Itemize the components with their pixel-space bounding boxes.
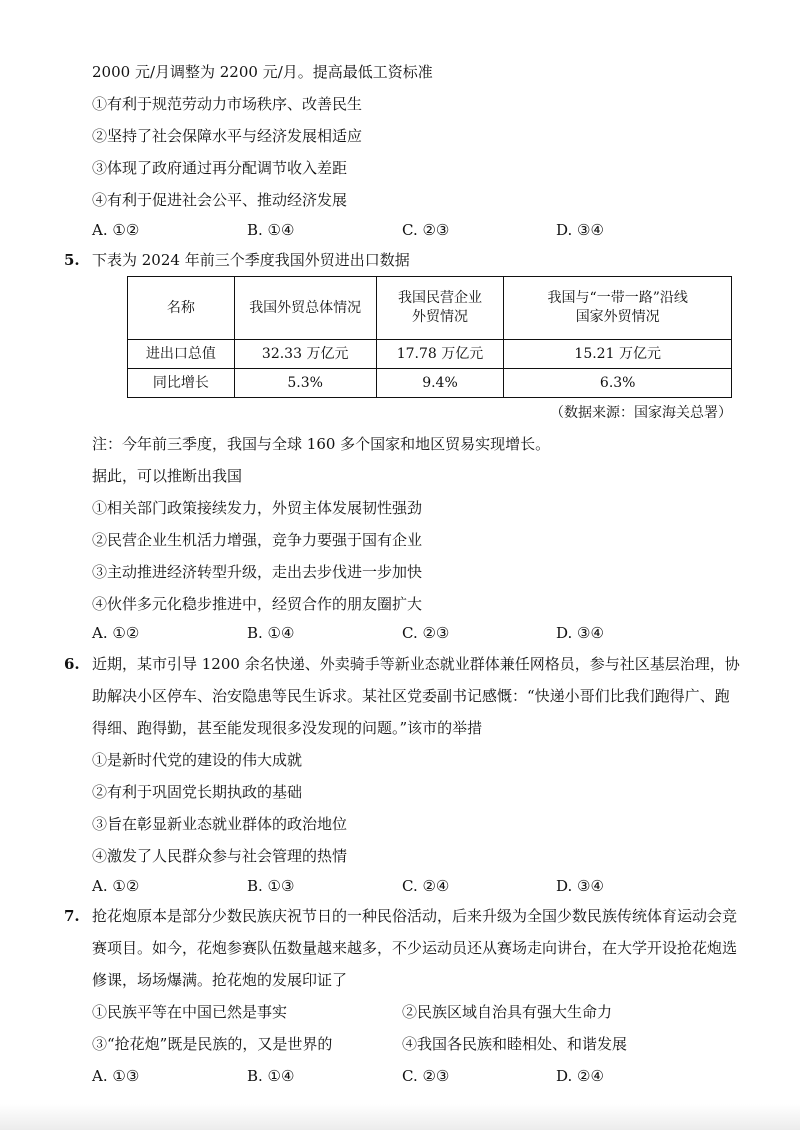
q6-stem-line-1: 近期，某市引导 1200 余名快递、外卖骑手等新业态就业群体兼任网格员，参与社区基层治理，协 bbox=[92, 655, 740, 673]
table-cell: 同比增长 bbox=[128, 369, 235, 398]
q4-option-c: C. ②③ bbox=[402, 221, 450, 239]
table-cell: 9.4% bbox=[376, 369, 504, 398]
q4-option-b: B. ①④ bbox=[247, 221, 295, 239]
q4-statement-2: ②坚持了社会保障水平与经济发展相适应 bbox=[92, 127, 363, 145]
table-cell: 5.3% bbox=[234, 369, 376, 398]
q6-option-c: C. ②④ bbox=[402, 877, 450, 895]
q6-statement-1: ①是新时代党的建设的伟大成就 bbox=[92, 751, 303, 769]
table-row bbox=[128, 369, 732, 398]
table-cell: 32.33 万亿元 bbox=[234, 340, 376, 369]
table-header-row bbox=[128, 277, 732, 340]
q6-stem-line-2: 助解决小区停车、治安隐患等民生诉求。某社区党委副书记感慨：“快递小哥们比我们跑得广、跑 bbox=[92, 687, 730, 705]
q5-note: 注：今年前三季度，我国与全球 160 多个国家和地区贸易实现增长。 bbox=[92, 435, 551, 453]
q7-option-b: B. ①④ bbox=[247, 1067, 295, 1085]
q7-statement-3: ③“抢花炮”既是民族的，又是世界的 bbox=[92, 1035, 333, 1053]
table-cell: 17.78 万亿元 bbox=[376, 340, 504, 369]
trade-data-table bbox=[127, 276, 732, 398]
q4-stem-end: 2000 元/月调整为 2200 元/月。提高最低工资标准 bbox=[92, 63, 433, 81]
q4-statement-1: ①有利于规范劳动力市场秩序、改善民生 bbox=[92, 95, 363, 113]
table-cell: 15.21 万亿元 bbox=[504, 340, 732, 369]
table-header-cell: 我国民营企业 外贸情况 bbox=[376, 277, 504, 340]
q6-option-b: B. ①③ bbox=[247, 877, 295, 895]
q6-statement-2: ②有利于巩固党长期执政的基础 bbox=[92, 783, 303, 801]
q6-number: 6. bbox=[64, 655, 80, 673]
q6-stem-line-3: 得细、跑得勤，甚至能发现很多没发现的问题。”该市的举措 bbox=[92, 719, 483, 737]
table-cell: 6.3% bbox=[504, 369, 732, 398]
q7-statement-1: ①民族平等在中国已然是事实 bbox=[92, 1003, 288, 1021]
q7-option-a: A. ①③ bbox=[92, 1067, 140, 1085]
q7-stem-line-2: 赛项目。如今，花炮参赛队伍数量越来越多，不少运动员还从赛场走向讲台，在大学开设抢花炮选 bbox=[92, 939, 738, 957]
page-bottom-edge bbox=[0, 1104, 800, 1130]
q7-statement-2: ②民族区域自治具有强大生命力 bbox=[402, 1003, 613, 1021]
q6-option-a: A. ①② bbox=[92, 877, 140, 895]
table-header-cell: 我国外贸总体情况 bbox=[234, 277, 376, 340]
table-header-cell: 我国与“一带一路”沿线 国家外贸情况 bbox=[504, 277, 732, 340]
q6-statement-3: ③旨在彰显新业态就业群体的政治地位 bbox=[92, 815, 348, 833]
q5-option-a: A. ①② bbox=[92, 624, 140, 642]
q5-stem: 下表为 2024 年前三个季度我国外贸进出口数据 bbox=[92, 251, 410, 269]
q4-option-d: D. ③④ bbox=[556, 221, 604, 239]
q5-statement-1: ①相关部门政策接续发力，外贸主体发展韧性强劲 bbox=[92, 499, 423, 517]
q7-stem-line-1: 抢花炮原本是部分少数民族庆祝节日的一种民俗活动，后来升级为全国少数民族传统体育运动会竞 bbox=[92, 907, 738, 925]
q4-statement-3: ③体现了政府通过再分配调节收入差距 bbox=[92, 159, 348, 177]
table-row bbox=[128, 340, 732, 369]
q5-statement-3: ③主动推进经济转型升级，走出去步伐进一步加快 bbox=[92, 563, 423, 581]
q7-option-d: D. ②④ bbox=[556, 1067, 604, 1085]
table-header-cell: 名称 bbox=[128, 277, 235, 340]
q5-lead: 据此，可以推断出我国 bbox=[92, 467, 243, 485]
q7-option-c: C. ②③ bbox=[402, 1067, 450, 1085]
q7-statement-4: ④我国各民族和睦相处、和谐发展 bbox=[402, 1035, 628, 1053]
q5-statement-4: ④伙伴多元化稳步推进中，经贸合作的朋友圈扩大 bbox=[92, 595, 423, 613]
q4-option-a: A. ①② bbox=[92, 221, 140, 239]
q5-option-c: C. ②③ bbox=[402, 624, 450, 642]
q4-statement-4: ④有利于促进社会公平、推动经济发展 bbox=[92, 191, 348, 209]
q6-statement-4: ④激发了人民群众参与社会管理的热情 bbox=[92, 847, 348, 865]
table-source: （数据来源：国家海关总署） bbox=[550, 405, 732, 421]
q5-statement-2: ②民营企业生机活力增强，竞争力要强于国有企业 bbox=[92, 531, 423, 549]
q7-stem-line-3: 修课，场场爆满。抢花炮的发展印证了 bbox=[92, 971, 348, 989]
q5-number: 5. bbox=[64, 251, 80, 269]
q5-option-d: D. ③④ bbox=[556, 624, 604, 642]
q5-option-b: B. ①④ bbox=[247, 624, 295, 642]
q6-option-d: D. ③④ bbox=[556, 877, 604, 895]
q7-number: 7. bbox=[64, 907, 80, 925]
table-cell: 进出口总值 bbox=[128, 340, 235, 369]
